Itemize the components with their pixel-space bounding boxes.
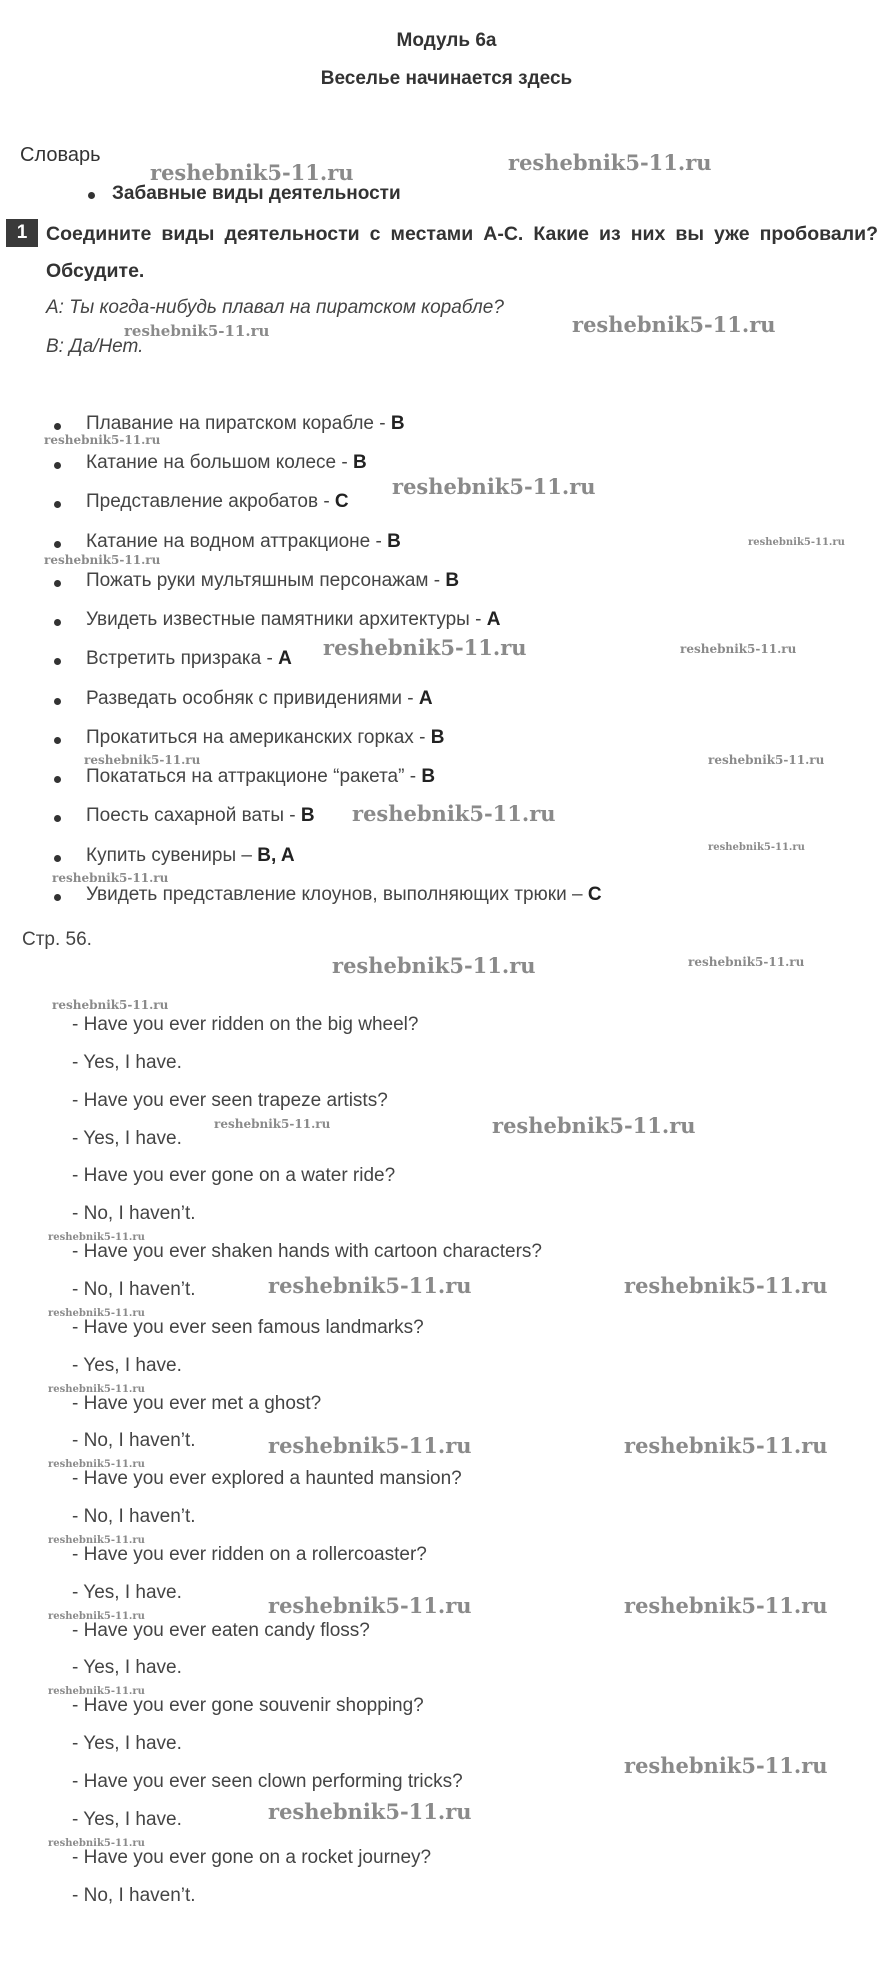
bullet-icon — [54, 815, 61, 822]
bullet-icon — [54, 855, 61, 862]
watermark-text: reshebnik5-11.ru — [688, 955, 805, 969]
dialog-line: - Have you ever met a ghost? — [72, 1392, 322, 1414]
activity-answer: A — [418, 688, 433, 709]
dialog-line: - Have you ever ridden on a rollercoaster? — [72, 1543, 427, 1565]
bullet-icon — [54, 619, 61, 626]
watermark-text: reshebnik5-11.ru — [52, 871, 169, 885]
page-ref: Стр. 56. — [22, 929, 92, 950]
activity-text: Катание на водном аттракционе - — [86, 531, 388, 552]
watermark-text: reshebnik5-11.ru — [492, 1113, 696, 1138]
activity-text: Увидеть представление клоунов, выполняющих трюки – — [86, 884, 588, 905]
watermark-text: reshebnik5-11.ru — [124, 322, 270, 340]
activity-item — [86, 609, 500, 631]
watermark-text: reshebnik5-11.ru — [392, 474, 596, 499]
dialog-line: - Yes, I have. — [72, 1581, 182, 1603]
watermark-text: reshebnik5-11.ru — [48, 1535, 145, 1546]
activity-answer: C — [334, 491, 349, 512]
activity-answer: B — [430, 727, 445, 748]
watermark-text: reshebnik5-11.ru — [352, 801, 556, 826]
dialog-line: - Have you ever seen trapeze artists? — [72, 1089, 388, 1111]
bullet-icon — [54, 698, 61, 705]
activity-answer: C — [587, 884, 602, 905]
dialog-line: - Yes, I have. — [72, 1808, 182, 1830]
vocab-label: Словарь — [20, 144, 101, 166]
bullet-icon — [54, 541, 61, 548]
activity-answer: A — [278, 648, 292, 669]
watermark-text: reshebnik5-11.ru — [48, 1459, 145, 1470]
watermark-text: reshebnik5-11.ru — [624, 1273, 828, 1298]
dialog-line: - Have you ever seen clown performing tricks? — [72, 1771, 463, 1792]
activity-item — [86, 845, 295, 867]
task-number: 1 — [6, 219, 38, 247]
watermark-text: reshebnik5-11.ru — [52, 998, 169, 1012]
bullet-icon — [54, 737, 61, 744]
watermark-text: reshebnik5-11.ru — [268, 1593, 472, 1618]
bullet-icon — [54, 658, 61, 665]
activity-answer: A — [486, 609, 501, 630]
activity-item — [86, 413, 405, 435]
vocab-bullet: Забавные виды деятельности — [112, 183, 401, 204]
bullet-icon — [54, 580, 61, 587]
activity-text: Пожать руки мультяшным персонажам - — [86, 570, 446, 591]
dialog-line: - Have you ever shaken hands with cartoon characters? — [72, 1241, 542, 1263]
activity-text: Прокатиться на американских горках - — [86, 727, 431, 748]
watermark-text: reshebnik5-11.ru — [48, 1384, 145, 1395]
dialog-line: - No, I haven’t. — [72, 1506, 196, 1528]
activity-answer: B — [445, 570, 460, 591]
dialog-line: - Yes, I have. — [72, 1354, 182, 1376]
dialog-line: - Have you ever ridden on the big wheel? — [72, 1014, 419, 1035]
activity-text: Представление акробатов - — [86, 491, 335, 512]
activity-text: Катание на большом колесе - — [86, 452, 354, 473]
dialog-line: - Yes, I have. — [72, 1657, 182, 1679]
activity-item — [86, 491, 349, 513]
watermark-text: reshebnik5-11.ru — [624, 1433, 828, 1458]
watermark-text: reshebnik5-11.ru — [508, 150, 712, 175]
activity-answer: B — [387, 531, 401, 552]
watermark-text: reshebnik5-11.ru — [268, 1799, 472, 1824]
watermark-text: reshebnik5-11.ru — [268, 1273, 472, 1298]
activity-item — [86, 648, 292, 670]
dialog-line-b: B: Да/Нет. — [46, 336, 144, 357]
dialog-line: - Have you ever explored a haunted mansion? — [72, 1468, 462, 1490]
dialog-line: - Have you ever gone on a rocket journey? — [72, 1846, 432, 1868]
activity-text: Разведать особняк с привидениями - — [86, 688, 419, 709]
watermark-text: reshebnik5-11.ru — [44, 553, 161, 567]
bullet-icon — [54, 423, 61, 430]
activity-item — [86, 884, 602, 906]
activity-text: Плавание на пиратском корабле - — [86, 413, 391, 434]
activity-text: Покататься на аттракционе “ракета” - — [86, 766, 422, 787]
activity-answer: B — [390, 413, 405, 434]
dialog-line: - No, I haven’t. — [72, 1203, 196, 1225]
watermark-text: reshebnik5-11.ru — [748, 537, 845, 548]
watermark-text: reshebnik5-11.ru — [624, 1753, 828, 1778]
dialog-line: - Yes, I have. — [72, 1733, 182, 1755]
watermark-text: reshebnik5-11.ru — [214, 1117, 331, 1131]
watermark-text: reshebnik5-11.ru — [332, 953, 536, 978]
dialog-line: - No, I haven’t. — [72, 1884, 196, 1906]
watermark-text: reshebnik5-11.ru — [323, 635, 527, 660]
activity-item — [86, 452, 367, 474]
dialog-line: - No, I haven’t. — [72, 1430, 196, 1452]
activity-item — [86, 727, 444, 749]
watermark-text: reshebnik5-11.ru — [680, 642, 797, 656]
watermark-text: reshebnik5-11.ru — [48, 1686, 145, 1697]
activity-text: Купить сувениры – — [86, 845, 258, 866]
module-title: Модуль 6а — [396, 30, 497, 51]
bullet-icon — [88, 192, 95, 199]
watermark-text: reshebnik5-11.ru — [84, 753, 201, 767]
activity-text: Поесть сахарной ваты - — [86, 805, 301, 826]
watermark-text: reshebnik5-11.ru — [48, 1308, 145, 1319]
activity-item — [86, 766, 435, 788]
watermark-text: reshebnik5-11.ru — [48, 1232, 145, 1243]
watermark-text: reshebnik5-11.ru — [708, 842, 805, 853]
bullet-icon — [54, 462, 61, 469]
watermark-text: reshebnik5-11.ru — [572, 312, 776, 337]
watermark-text: reshebnik5-11.ru — [150, 160, 354, 185]
activity-item — [86, 688, 433, 710]
watermark-text: reshebnik5-11.ru — [48, 1838, 145, 1849]
watermark-text: reshebnik5-11.ru — [624, 1593, 828, 1618]
activity-item — [86, 570, 459, 592]
bullet-icon — [54, 894, 61, 901]
dialog-line: - Have you ever gone souvenir shopping? — [72, 1695, 424, 1717]
dialog-line-a: A: Ты когда-нибудь плавал на пиратском корабле? — [46, 297, 504, 318]
dialog-line: - Have you ever seen famous landmarks? — [72, 1316, 424, 1338]
activity-answer: B — [421, 766, 436, 787]
dialog-line: - Yes, I have. — [72, 1127, 182, 1149]
activity-answer: B, A — [257, 845, 295, 866]
activity-text: Встретить призрака - — [86, 648, 279, 669]
activity-item — [86, 805, 315, 827]
bullet-icon — [54, 501, 61, 508]
watermark-text: reshebnik5-11.ru — [708, 753, 825, 767]
watermark-text: reshebnik5-11.ru — [48, 1611, 145, 1622]
dialog-line: - No, I haven’t. — [72, 1278, 196, 1300]
activity-answer: B — [300, 805, 315, 826]
activity-text: Увидеть известные памятники архитектуры - — [86, 609, 487, 630]
dialog-line: - Yes, I have. — [72, 1051, 182, 1073]
watermark-text: reshebnik5-11.ru — [268, 1433, 472, 1458]
bullet-icon — [54, 776, 61, 783]
dialog-line: - Have you ever gone on a water ride? — [72, 1165, 396, 1187]
activity-answer: B — [353, 452, 367, 473]
dialog-line: - Have you ever eaten candy floss? — [72, 1619, 370, 1641]
page-subtitle: Веселье начинается здесь — [320, 68, 573, 89]
watermark-text: reshebnik5-11.ru — [44, 433, 161, 447]
task-instruction: Соедините виды деятельности с местами A-C. Какие из них вы уже пробовали? Обсудите. — [46, 223, 878, 282]
activity-item — [86, 531, 401, 553]
